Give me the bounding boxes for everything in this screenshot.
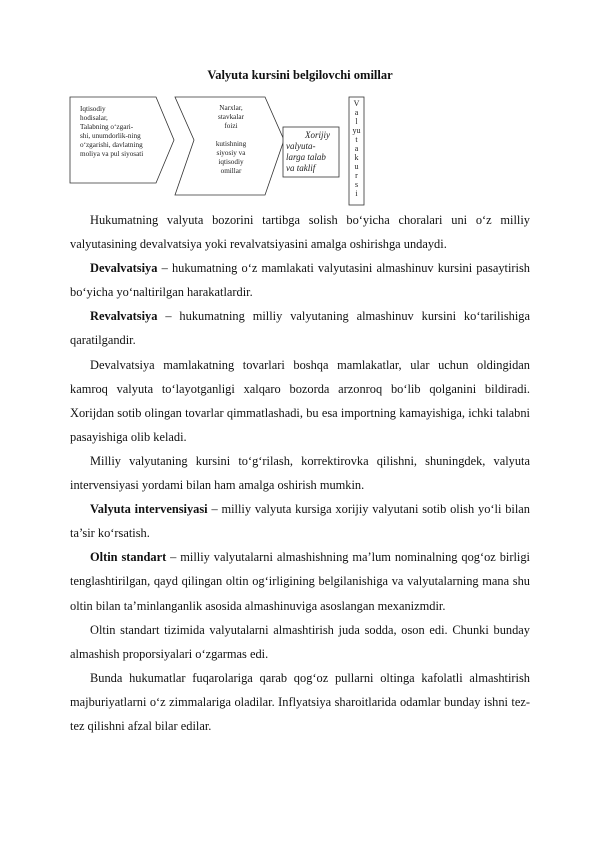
paragraph-text: Devalvatsiya mamlakatning tovarlari boshqa mamlakatlar, ular uchun oldingidan kamroq valyuta to‘layotganligi xalqaro bozorda arzonroq bo‘lib qolganini bildiradi. Xorijdan sotib olingan tovarlar qimmatlashadi, bu esa importning kamayishiga, ichki talabni pasayishiga olib keladi.: [70, 357, 530, 444]
box1-line: o‘zgarishi, davlatning: [80, 141, 143, 149]
box1-line: Iqtisodiy: [80, 105, 106, 113]
paragraph: [70, 353, 530, 449]
box4-letter: u: [354, 162, 359, 171]
paragraph: [70, 208, 530, 256]
paragraph-text: – hukumatning milliy valyutaning almashinuv kursini ko‘tarilishiga qaratilgandir.: [70, 309, 530, 348]
box2-line: iqtisodiy: [218, 158, 244, 166]
box3-line: larga talab: [286, 152, 326, 162]
box2-line: foizi: [224, 122, 238, 130]
term: Revalvatsiya: [90, 309, 158, 324]
term: Valyuta intervensiyasi: [90, 502, 208, 517]
box3-line: Xorijiy: [305, 130, 330, 140]
paragraph-text: – hukumatning o‘z mamlakati valyutasini almashinuv kursini pasaytirish bo‘yicha yo‘naltirilgan harakatlardir.: [70, 261, 530, 300]
box1-line: shi, unumdorlik-ning: [80, 132, 141, 140]
page-title: Valyuta kursini belgilovchi omillar: [207, 68, 393, 82]
factors-diagram: [0, 0, 600, 210]
box2-line: stavkalar: [218, 113, 244, 121]
box3-line: valyuta-: [286, 141, 316, 151]
box1-line: moliya va pul siyosati: [80, 150, 144, 158]
box4-letter: l: [355, 117, 358, 126]
paragraph-text: Hukumatning valyuta bozorini tartibga solish bo‘yicha choralari uni o‘z milliy valyutasining devalvatsiya yoki revalvatsiyasini amalga oshirishga undaydi.: [70, 213, 530, 252]
box4-letter: a: [354, 144, 359, 153]
box4-letter: yu: [352, 126, 361, 135]
box2-line: kutishning: [215, 140, 247, 148]
box4-letter: a: [354, 108, 359, 117]
box1-line: hodisalar,: [80, 114, 108, 122]
box4-letter: t: [355, 135, 358, 144]
box4-letter: V: [353, 99, 360, 108]
paragraph: [70, 304, 530, 352]
box4-letter: s: [354, 180, 359, 189]
paragraph: [70, 666, 530, 738]
paragraph: [70, 449, 530, 497]
body-text: [70, 208, 530, 738]
term: Devalvatsiya: [90, 261, 158, 276]
paragraph: [70, 545, 530, 617]
paragraph: [70, 497, 530, 545]
paragraph-text: – milliy valyuta kursiga xorijiy valyutani sotib olish yo‘li bilan ta’sir ko‘rsatish.: [70, 502, 530, 541]
box4-letter: i: [355, 189, 358, 198]
paragraph: [70, 256, 530, 304]
box2-line: omillar: [220, 167, 242, 175]
box4-letter: r: [355, 171, 358, 180]
box1-line: Talabning o‘zgari-: [80, 123, 134, 131]
paragraph-text: Oltin standart tizimida valyutalarni almashtirish juda sodda, oson edi. Chunki bunday almashish proporsiyalari o‘zgarmas edi.: [70, 622, 530, 661]
paragraph-text: Milliy valyutaning kursini to‘g‘rilash, korrektirovka qilishni, shuningdek, valyuta intervensiyasi yordami bilan ham amalga oshirish mumkin.: [70, 453, 530, 493]
term: Oltin standart: [90, 550, 167, 565]
box2-line: Narxlar,: [219, 104, 243, 112]
paragraph-text: Bunda hukumatlar fuqarolariga qarab qog‘oz pullarni oltinga kafolatli almashtirish majburiyatlarni o‘z zimmalariga oladilar. Inflyatsiya sharoitlarida odamlar bunday ishni tez-tez qilishni afzal bilar edilar.: [70, 670, 530, 733]
box2-line: siyosiy va: [216, 149, 246, 157]
box4-letter: k: [354, 153, 359, 162]
paragraph-text: – milliy valyutalarni almashishning ma’lum nominalning qog‘oz birligi tenglashtirilgan, qayd qilingan oltin og‘irligining belgilanishiga va valyutalarning mana shu oltin bilan ta’minlanganlik asosida almashinuviga asoslangan mexanizmdir.: [70, 550, 530, 613]
paragraph: [70, 618, 530, 666]
box3-line: va taklif: [286, 163, 316, 173]
